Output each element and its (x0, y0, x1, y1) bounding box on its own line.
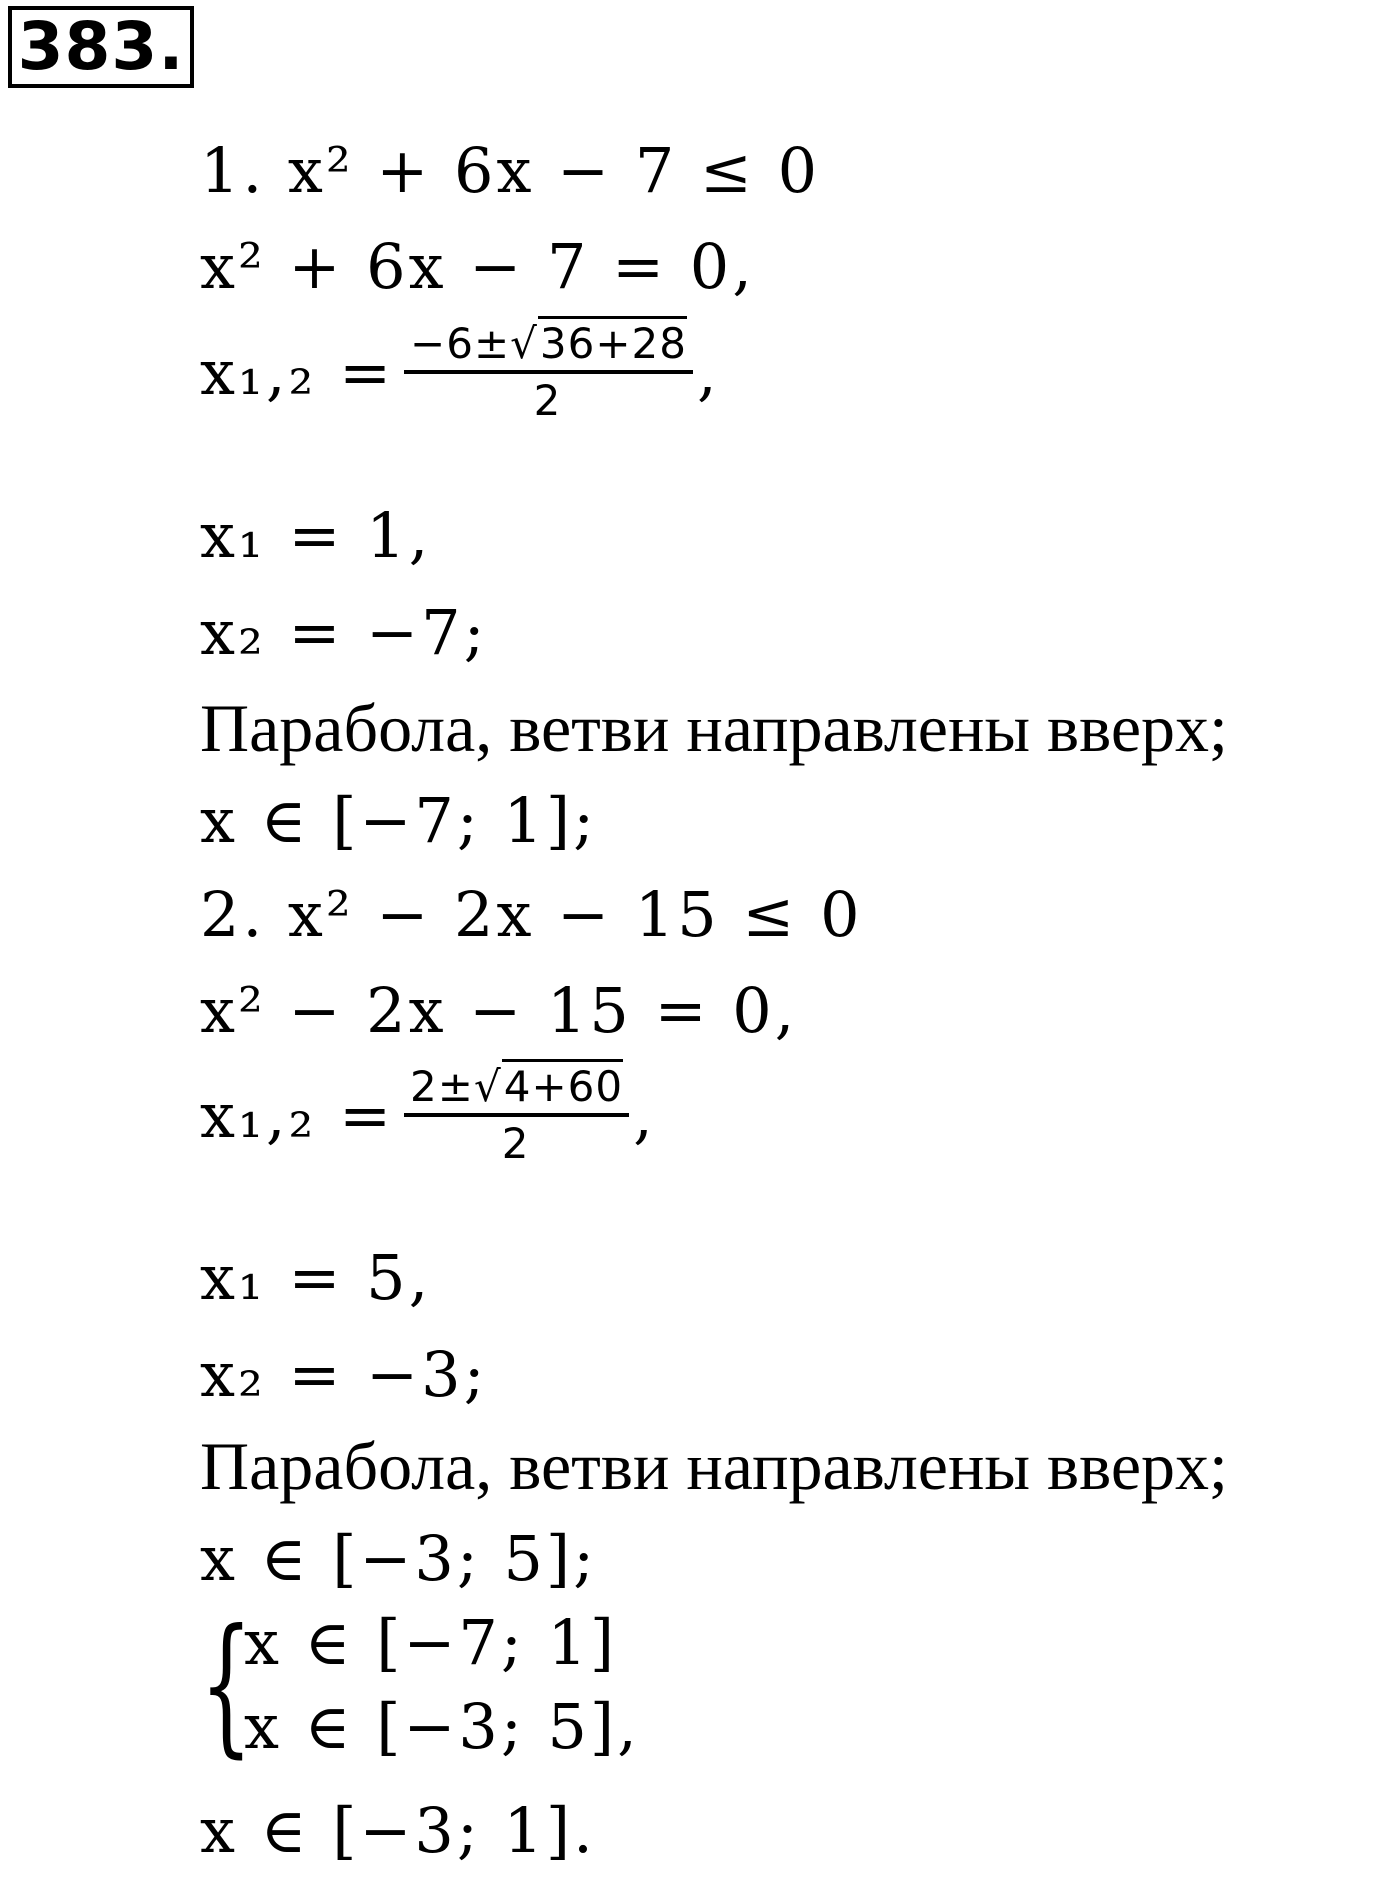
solution-body (200, 0, 1400, 1898)
roots-formula-lhs: x₁,₂ = (200, 336, 395, 410)
equation-1: x² + 6x − 7 = 0, (200, 230, 755, 303)
root-x1-b: x₁ = 5, (200, 1241, 432, 1314)
root-x2-a: x₂ = −7; (200, 596, 488, 669)
fraction-denominator: 2 (501, 1119, 532, 1169)
parabola-note-1: Парабола, ветви направлены вверх; (200, 690, 1228, 766)
interval-2: x ∈ [−3; 5]; (200, 1522, 597, 1595)
roots-formula-lhs: x₁,₂ = (200, 1079, 395, 1153)
inequality-2: 2. x² − 2x − 15 ≤ 0 (200, 878, 863, 951)
fraction-numerator: 2±√4+60 (404, 1065, 629, 1117)
parabola-note-2: Парабола, ветви направлены вверх; (200, 1428, 1228, 1504)
inequality-system (200, 1598, 640, 1772)
inequality-1: 1. x² + 6x − 7 ≤ 0 (200, 134, 821, 207)
comma: , (633, 1079, 656, 1153)
root-x2-b: x₂ = −3; (200, 1338, 488, 1411)
fraction-denominator: 2 (533, 376, 564, 426)
comma: , (697, 336, 720, 410)
roots-formula-2 (200, 1062, 656, 1169)
fraction (404, 319, 693, 426)
interval-1: x ∈ [−7; 1]; (200, 784, 597, 857)
equation-2: x² − 2x − 15 = 0, (200, 974, 798, 1047)
problem-number: 383. (8, 6, 194, 88)
system-rows (244, 1606, 640, 1763)
fraction (404, 1062, 629, 1169)
final-answer: x ∈ [−3; 1]. (200, 1794, 596, 1867)
fraction-numerator: −6±√36+28 (404, 322, 693, 374)
system-row-2: x ∈ [−3; 5], (244, 1690, 640, 1763)
system-row-1: x ∈ [−7; 1] (244, 1606, 618, 1679)
curly-brace-icon: { (200, 1598, 255, 1772)
root-x1-a: x₁ = 1, (200, 499, 432, 572)
roots-formula-1 (200, 319, 720, 426)
